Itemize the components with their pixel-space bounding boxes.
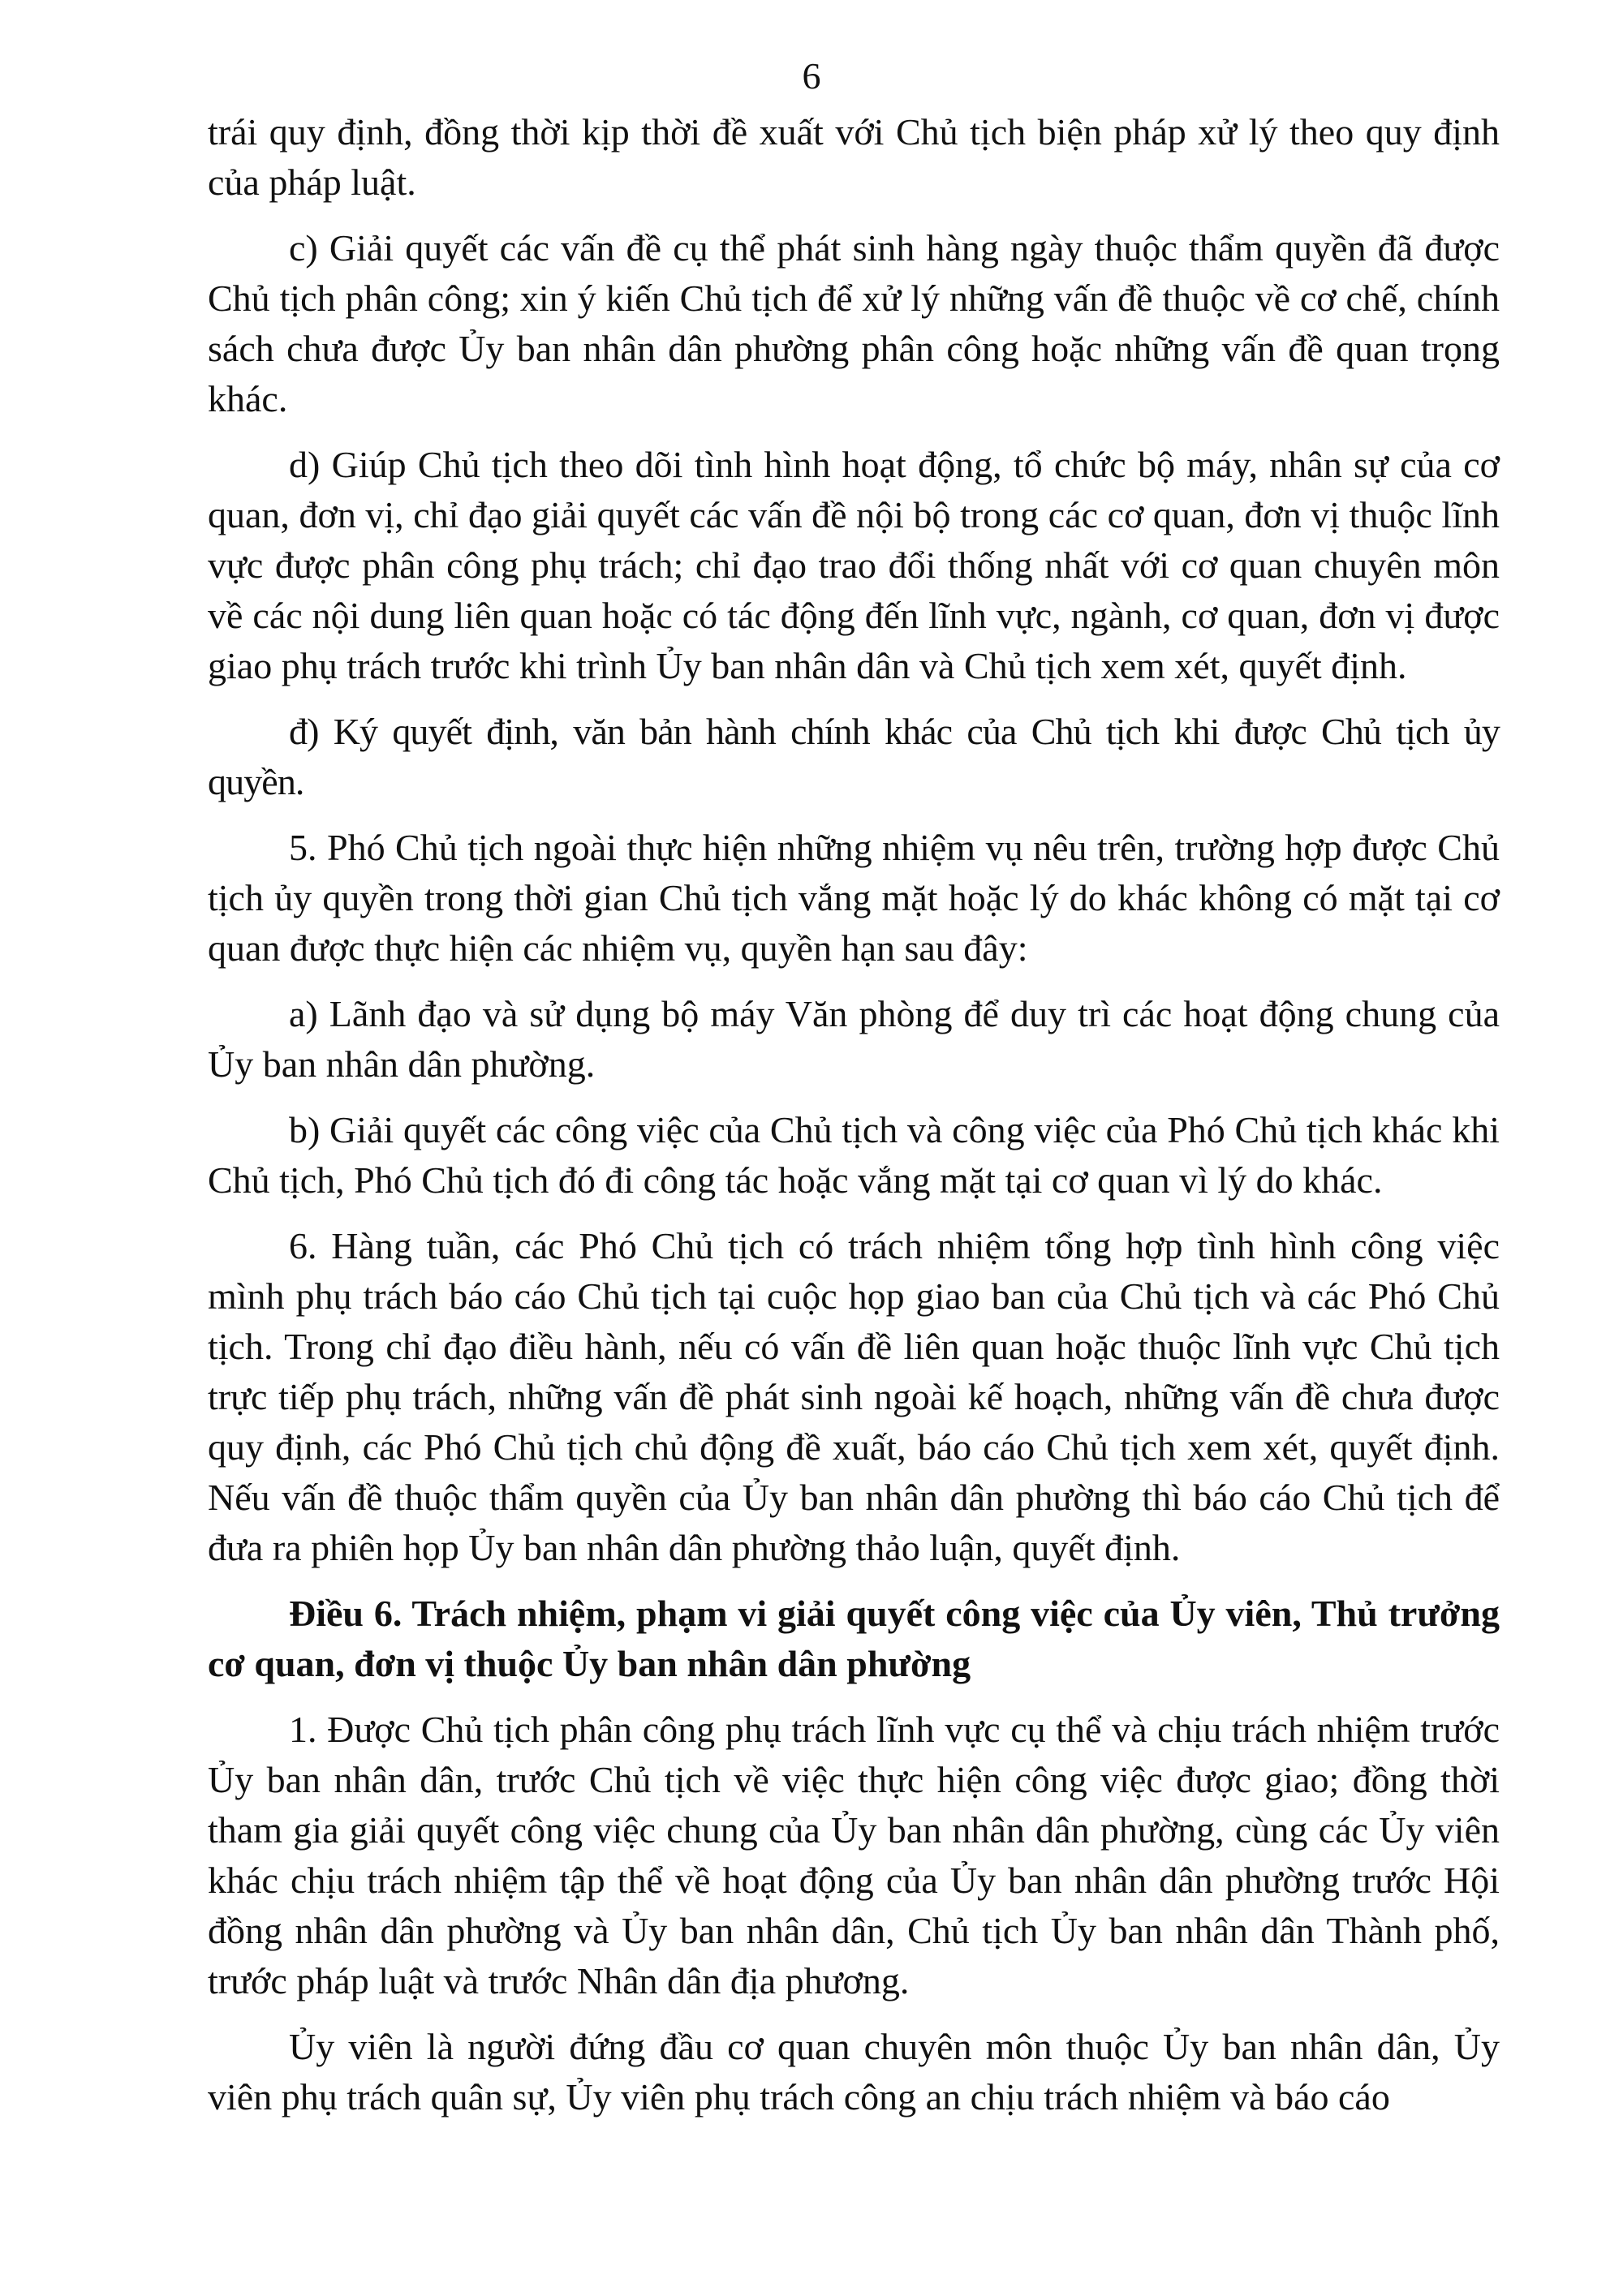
article-6-heading: Điều 6. Trách nhiệm, phạm vi giải quyết công việc của Ủy viên, Thủ trưởng cơ quan, đơn vị thuộc Ủy ban nhân dân phường xyxy=(208,1593,1500,1684)
paragraph-clause-5: 5. Phó Chủ tịch ngoài thực hiện những nhiệm vụ nêu trên, trường hợp được Chủ tịch ủy quyền trong thời gian Chủ tịch vắng mặt hoặc lý do khác không có mặt tại cơ quan được thực hiện các nhiệm vụ, quyền hạn sau đây: xyxy=(208,827,1500,969)
document-body xyxy=(208,107,1500,2138)
paragraph-continuation: trái quy định, đồng thời kịp thời đề xuất với Chủ tịch biện pháp xử lý theo quy định của pháp luật. xyxy=(208,111,1500,203)
paragraph-item-c: c) Giải quyết các vấn đề cụ thể phát sinh hàng ngày thuộc thẩm quyền đã được Chủ tịch phân công; xin ý kiến Chủ tịch để xử lý những vấn đề thuộc về cơ chế, chính sách chưa được Ủy ban nhân dân phường phân công hoặc những vấn đề quan trọng khác. xyxy=(208,227,1500,419)
paragraph-clause-6: 6. Hàng tuần, các Phó Chủ tịch có trách nhiệm tổng hợp tình hình công việc mình phụ trách báo cáo Chủ tịch tại cuộc họp giao ban của Chủ tịch và các Phó Chủ tịch. Trong chỉ đạo điều hành, nếu có vấn đề liên quan hoặc thuộc lĩnh vực Chủ tịch trực tiếp phụ trách, những vấn đề phát sinh ngoài kế hoạch, những vấn đề chưa được quy định, các Phó Chủ tịch chủ động đề xuất, báo cáo Chủ tịch xem xét, quyết định. Nếu vấn đề thuộc thẩm quyền của Ủy ban nhân dân phường thì báo cáo Chủ tịch để đưa ra phiên họp Ủy ban nhân dân phường thảo luận, quyết định. xyxy=(208,1225,1500,1568)
page-number: 6 xyxy=(802,55,821,97)
paragraph-clause-5-item-a: a) Lãnh đạo và sử dụng bộ máy Văn phòng để duy trì các hoạt động chung của Ủy ban nhân dân phường. xyxy=(208,993,1500,1085)
paragraph-item-d: d) Giúp Chủ tịch theo dõi tình hình hoạt động, tổ chức bộ máy, nhân sự của cơ quan, đơn vị, chỉ đạo giải quyết các vấn đề nội bộ trong các cơ quan, đơn vị thuộc lĩnh vực được phân công phụ trách; chỉ đạo trao đổi thống nhất với cơ quan chuyên môn về các nội dung liên quan hoặc có tác động đến lĩnh vực, ngành, cơ quan, đơn vị được giao phụ trách trước khi trình Ủy ban nhân dân và Chủ tịch xem xét, quyết định. xyxy=(208,444,1500,686)
paragraph-article-6-members: Ủy viên là người đứng đầu cơ quan chuyên môn thuộc Ủy ban nhân dân, Ủy viên phụ trách quân sự, Ủy viên phụ trách công an chịu trách nhiệm và báo cáo xyxy=(208,2026,1500,2118)
paragraph-article-6-clause-1: 1. Được Chủ tịch phân công phụ trách lĩnh vực cụ thể và chịu trách nhiệm trước Ủy ban nhân dân, trước Chủ tịch về việc thực hiện công việc được giao; đồng thời tham gia giải quyết công việc chung của Ủy ban nhân dân phường, cùng các Ủy viên khác chịu trách nhiệm tập thể về hoạt động của Ủy ban nhân dân phường trước Hội đồng nhân dân phường và Ủy ban nhân dân, Chủ tịch Ủy ban nhân dân Thành phố, trước pháp luật và trước Nhân dân địa phương. xyxy=(208,1709,1500,2001)
paragraph-clause-5-item-b: b) Giải quyết các công việc của Chủ tịch và công việc của Phó Chủ tịch khác khi Chủ tịch, Phó Chủ tịch đó đi công tác hoặc vắng mặt tại cơ quan vì lý do khác. xyxy=(208,1109,1500,1201)
paragraph-item-dd: đ) Ký quyết định, văn bản hành chính khác của Chủ tịch khi được Chủ tịch ủy quyền. xyxy=(208,711,1500,802)
